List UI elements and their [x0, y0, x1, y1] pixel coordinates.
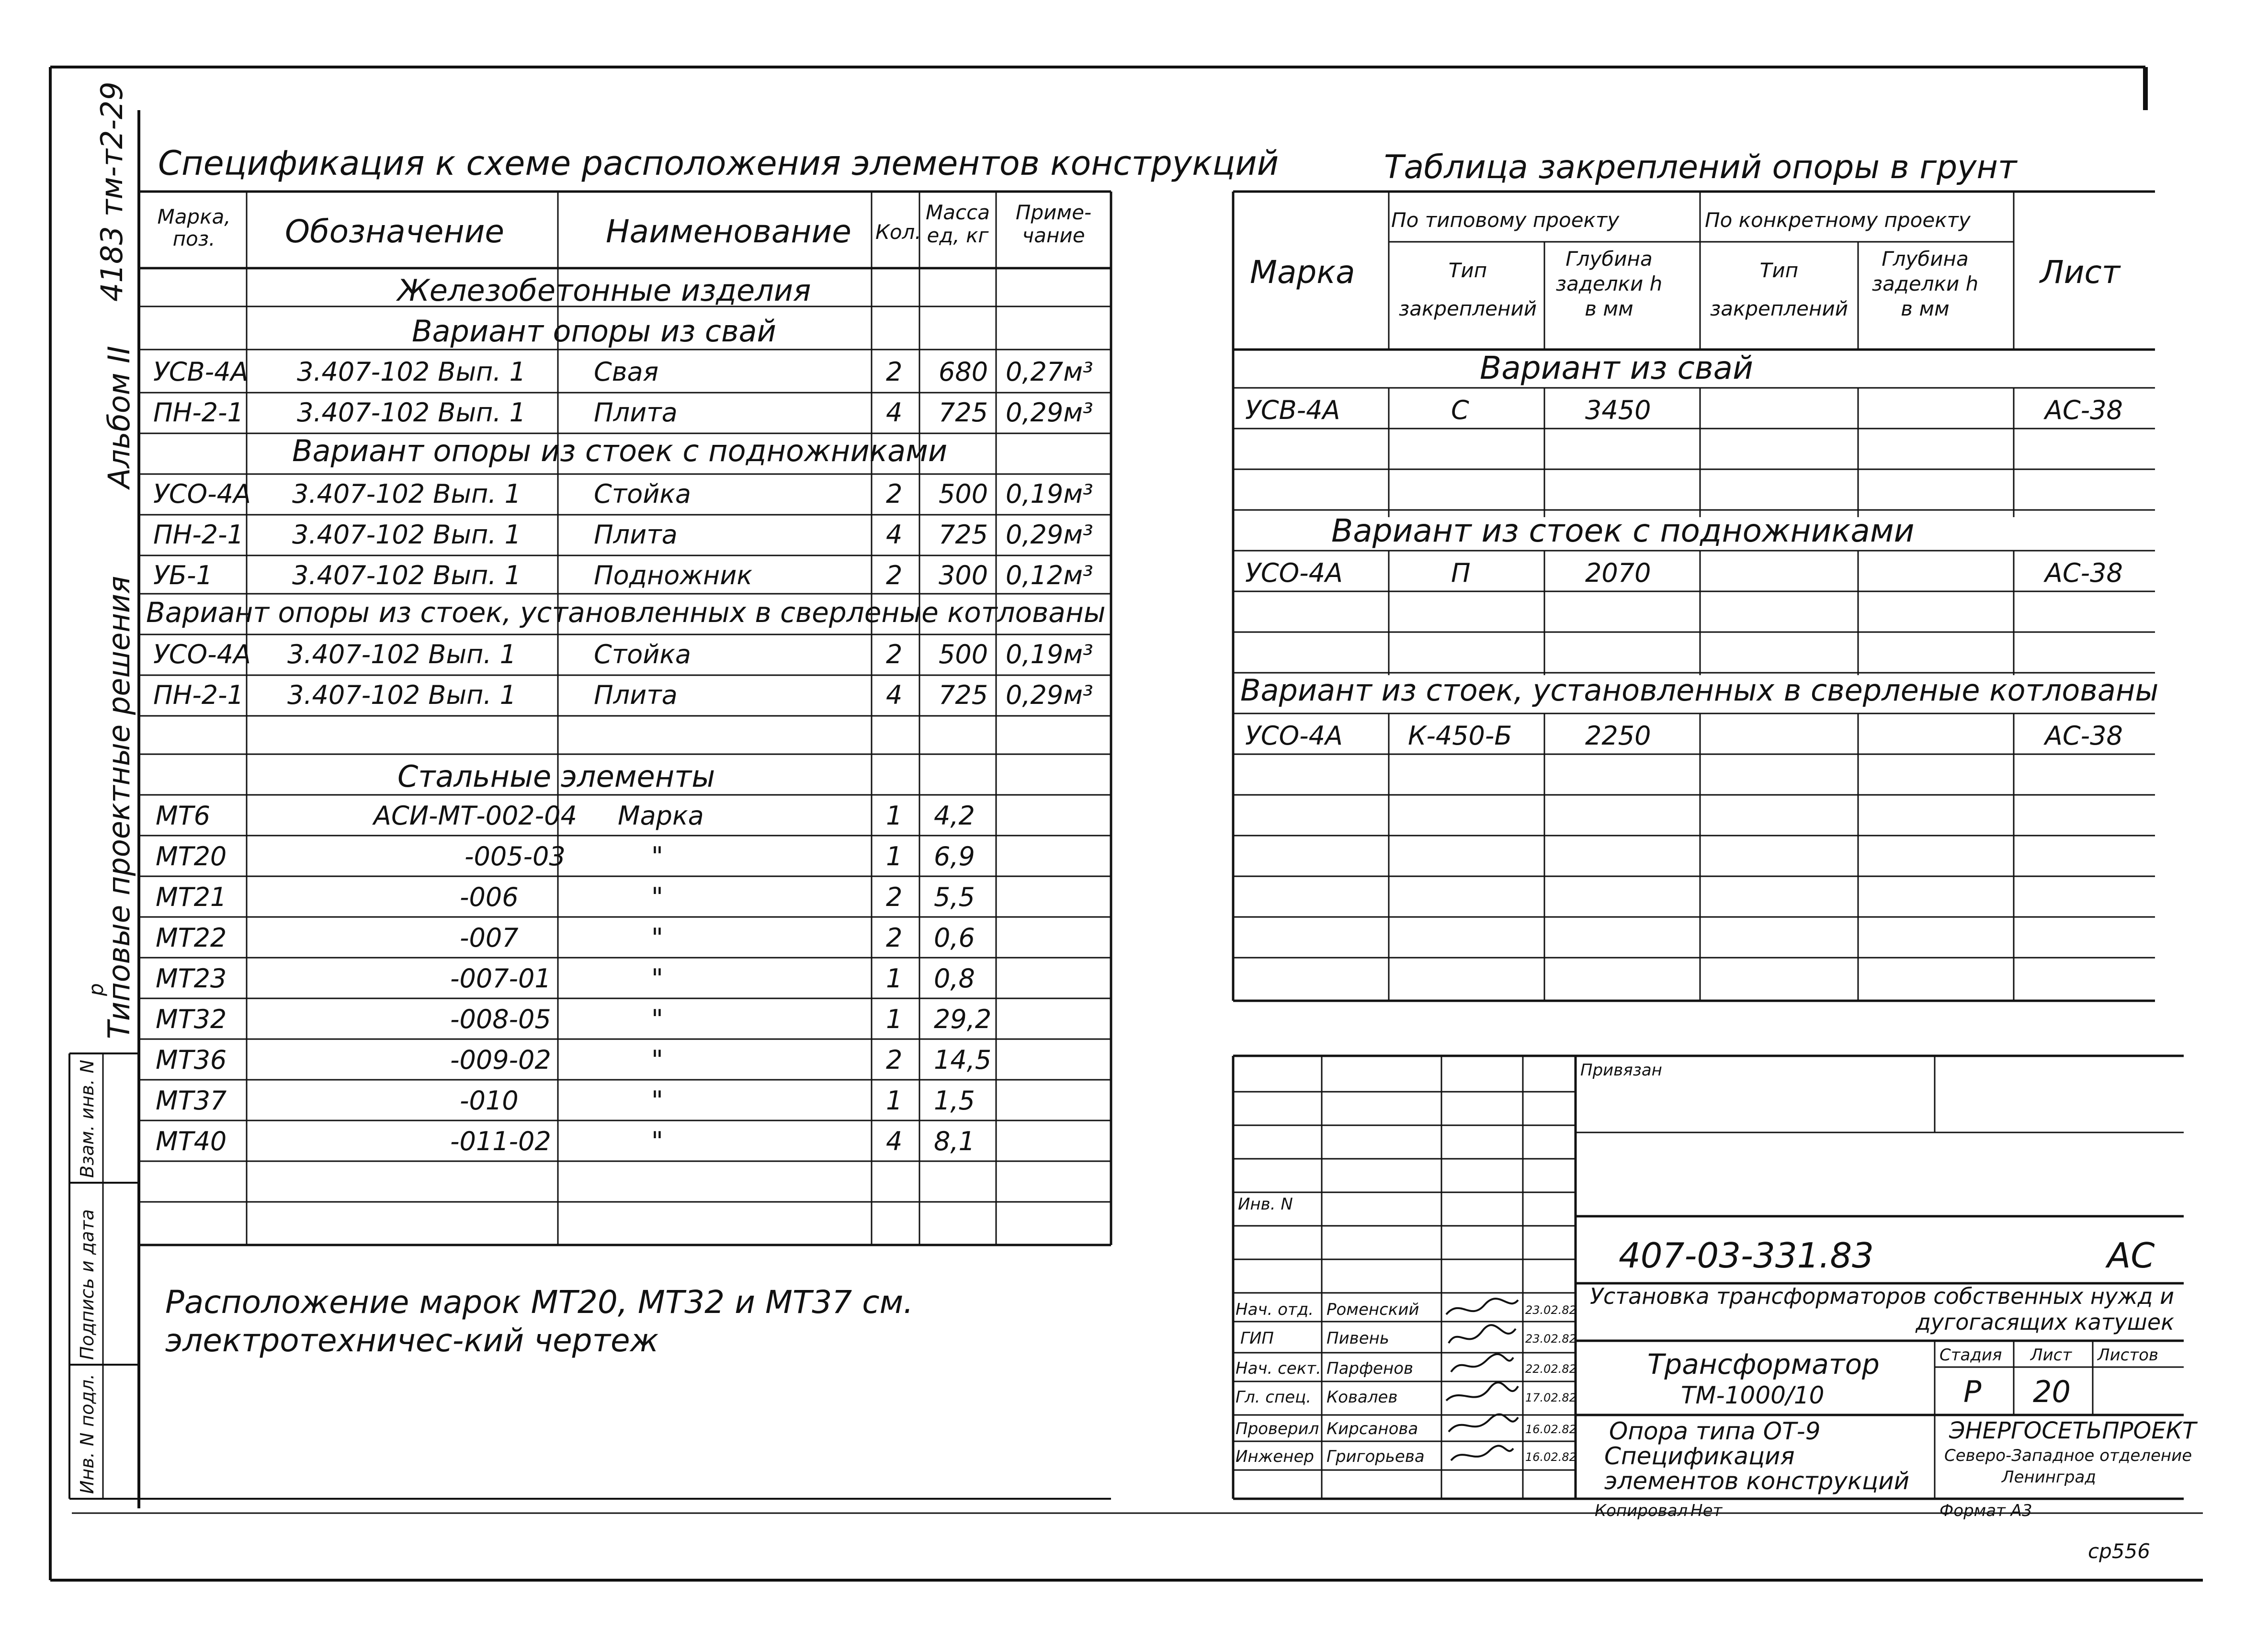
row-qty: 4: [886, 397, 903, 428]
transformer-line-2: ТМ-1000/10: [1681, 1381, 1825, 1409]
row-designation: 3.407-102 Вып. 1: [287, 680, 516, 710]
row-mark: ПН-2-1: [153, 680, 244, 710]
anchor-row-type: С: [1451, 395, 1469, 425]
row-mark: МТ23: [156, 963, 227, 994]
row-qty: 4: [886, 1126, 903, 1156]
anchor-row-mark: УСВ-4А: [1245, 395, 1340, 425]
anchor-row-sheet: АС-38: [2045, 558, 2123, 588]
transformer-line-1: Трансформатор: [1647, 1348, 1880, 1380]
role-name: Григорьева: [1327, 1447, 1425, 1466]
row-designation: -006: [460, 882, 519, 912]
role-label: ГИП: [1240, 1329, 1274, 1348]
row-designation: -007-01: [450, 963, 551, 994]
row-mass: 8,1: [934, 1126, 975, 1156]
row-designation: АСИ-МТ-002-04: [374, 801, 577, 831]
series-vertical: Типовые проектные решения: [102, 576, 136, 1039]
anchor-v2: Вариант из стоек с подножниками: [1331, 512, 1915, 549]
role-label: Проверил: [1236, 1419, 1319, 1438]
anchor-row-sheet: АС-38: [2045, 721, 2123, 751]
row-mass: 725: [939, 680, 988, 710]
org-city: Ленинград: [2002, 1468, 2096, 1487]
row-qty: 4: [886, 680, 903, 710]
row-designation: 3.407-102 Вып. 1: [292, 560, 521, 590]
row-mass: 4,2: [934, 801, 975, 831]
doc-mark: АС: [2107, 1235, 2155, 1276]
row-name: Плита: [594, 397, 678, 428]
row-name: ": [651, 1045, 663, 1075]
spec-header-mass: Масса ед, кг: [926, 201, 990, 247]
row-mark: МТ37: [156, 1086, 227, 1116]
row-name: ": [651, 923, 663, 953]
row-note: 0,12м³: [1006, 560, 1093, 590]
row-name: Подножник: [594, 560, 752, 590]
anchor-row-type: К-450-Б: [1408, 721, 1512, 751]
anchor-row-mark: УСО-4А: [1245, 558, 1343, 588]
row-qty: 4: [886, 520, 903, 550]
row-name: ": [651, 1126, 663, 1156]
role-date: 22.02.82: [1525, 1362, 1576, 1376]
row-qty: 2: [886, 882, 903, 912]
anchor-header-mark: Марка: [1250, 254, 1355, 291]
row-note: 0,19м³: [1006, 639, 1093, 669]
row-qty: 1: [886, 963, 903, 994]
section-rc: Железобетонные изделия: [397, 273, 811, 308]
role-label: Нач. отд.: [1236, 1300, 1314, 1319]
stage-label: Стадия: [1939, 1346, 2002, 1365]
anchor-v3: Вариант из стоек, установленных в сверленые котлованы: [1240, 673, 2159, 708]
anchor-row-depth: 2070: [1585, 558, 1651, 588]
anchor-header-typical: По типовому проекту: [1391, 208, 1620, 232]
row-mark: УБ-1: [153, 560, 213, 590]
role-name: Пивень: [1327, 1329, 1389, 1348]
row-mass: 725: [939, 520, 988, 550]
row-note: 0,27м³: [1006, 357, 1093, 387]
row-name: ": [651, 882, 663, 912]
anchor-header-depth: Глубина заделки h в мм: [1555, 247, 1663, 320]
row-mark: УСО-4А: [153, 639, 251, 669]
row-name: ": [651, 963, 663, 994]
spec-header-note: Приме-чание: [1015, 201, 1092, 247]
anchor-header-concrete: По конкретному проекту: [1705, 208, 1971, 232]
copied-label: Копировал: [1595, 1501, 1688, 1520]
spec-header-designation: Обозначение: [285, 213, 504, 250]
stamp-vzam-inv: Взам. инв. N: [77, 1060, 98, 1178]
doc-name-2: Спецификация элементов конструкций: [1604, 1442, 1910, 1495]
row-mass: 29,2: [934, 1004, 992, 1034]
row-mark: УСО-4А: [153, 479, 251, 509]
row-mass: 0,6: [934, 923, 975, 953]
row-mark: МТ40: [156, 1126, 227, 1156]
row-name: Стойка: [594, 639, 692, 669]
row-qty: 2: [886, 639, 903, 669]
role-date: 16.02.82: [1525, 1450, 1576, 1464]
spec-header-qty: Кол.: [875, 220, 921, 244]
format-label: Формат А3: [1939, 1501, 2032, 1520]
doc-code: 407-03-331.83: [1619, 1235, 1874, 1276]
doc-name-1: Опора типа ОТ-9: [1609, 1417, 1821, 1445]
anchor-row-sheet: АС-38: [2045, 395, 2123, 425]
stamp-inv-podl: Инв. N подл.: [77, 1373, 98, 1494]
row-designation: 3.407-102 Вып. 1: [297, 397, 526, 428]
spec-header-name: Наименование: [606, 213, 851, 250]
row-mass: 14,5: [934, 1045, 992, 1075]
row-mark: МТ20: [156, 841, 227, 871]
row-mass: 500: [939, 639, 988, 669]
row-mass: 6,9: [934, 841, 975, 871]
series-superscript: р: [84, 983, 108, 996]
row-mass: 680: [939, 357, 988, 387]
anchor-title: Таблица закреплений опоры в грунт: [1384, 148, 2017, 186]
row-name: Стойка: [594, 479, 692, 509]
row-qty: 2: [886, 479, 903, 509]
row-qty: 2: [886, 357, 903, 387]
org-branch: Северо-Западное отделение: [1944, 1446, 2192, 1465]
section-v3: Вариант опоры из стоек, установленных в сверленые котлованы: [146, 596, 1106, 629]
row-name: ": [651, 1004, 663, 1034]
row-mark: ПН-2-1: [153, 520, 244, 550]
row-mark: МТ21: [156, 882, 227, 912]
sheet-value: 20: [2033, 1374, 2071, 1409]
role-name: Ковалев: [1327, 1388, 1398, 1407]
role-label: Инженер: [1236, 1447, 1314, 1466]
anchor-v1: Вариант из свай: [1480, 350, 1754, 386]
code-bottom: ср556: [2088, 1539, 2150, 1563]
row-mark: МТ36: [156, 1045, 227, 1075]
role-name: Роменский: [1327, 1300, 1419, 1319]
album-vertical: Альбом II: [102, 346, 136, 488]
sheet-label: Лист: [2030, 1346, 2072, 1365]
row-designation: 3.407-102 Вып. 1: [297, 357, 526, 387]
anchor-header-type: Тип закреплений: [1398, 259, 1537, 320]
row-mark: МТ6: [156, 801, 210, 831]
role-label: Гл. спец.: [1236, 1388, 1312, 1407]
row-qty: 2: [886, 560, 903, 590]
org-name: ЭНЕРГОСЕТЬПРОЕКТ: [1949, 1417, 2197, 1444]
row-designation: -008-05: [450, 1004, 551, 1034]
row-qty: 2: [886, 1045, 903, 1075]
signatures: [1441, 1293, 1523, 1470]
row-qty: 1: [886, 801, 903, 831]
doc-id-vertical: 4183 тм-т2-29: [94, 81, 129, 302]
row-name: ": [651, 1086, 663, 1116]
row-designation: -009-02: [450, 1045, 551, 1075]
note-text: Расположение марок МТ20, МТ32 и МТ37 см. электротехничес-кий чертеж: [165, 1284, 914, 1359]
stamp-signature-date: Подпись и дата: [77, 1209, 98, 1360]
row-name: Свая: [594, 357, 659, 387]
anchor-row-depth: 3450: [1585, 395, 1651, 425]
row-note: 0,29м³: [1006, 520, 1093, 550]
row-mass: 5,5: [934, 882, 975, 912]
role-date: 16.02.82: [1525, 1423, 1576, 1436]
row-name: Марка: [618, 801, 704, 831]
row-mass: 0,8: [934, 963, 975, 994]
stage-value: Р: [1963, 1374, 1982, 1409]
sheets-label: Листов: [2098, 1346, 2159, 1365]
row-name: Плита: [594, 680, 678, 710]
row-designation: -007: [460, 923, 519, 953]
row-mark: ПН-2-1: [153, 397, 244, 428]
row-mass: 1,5: [934, 1086, 975, 1116]
row-designation: -011-02: [450, 1126, 551, 1156]
row-designation: 3.407-102 Вып. 1: [292, 479, 521, 509]
row-designation: 3.407-102 Вып. 1: [287, 639, 516, 669]
section-v2: Вариант опоры из стоек с подножниками: [292, 433, 948, 468]
subject-text: Установка трансформаторов собственных нужд и дугогасящих катушек: [1589, 1283, 2174, 1335]
row-designation: -005-03: [465, 841, 566, 871]
role-date: 23.02.82: [1525, 1332, 1576, 1346]
row-note: 0,19м³: [1006, 479, 1093, 509]
row-designation: 3.407-102 Вып. 1: [292, 520, 521, 550]
row-designation: -010: [460, 1086, 519, 1116]
row-mark: МТ32: [156, 1004, 227, 1034]
anchor-row-type: П: [1451, 558, 1471, 588]
spec-title: Спецификация к схеме расположения элементов конструкций: [158, 144, 1279, 183]
row-mark: МТ22: [156, 923, 227, 953]
role-date: 23.02.82: [1525, 1303, 1576, 1317]
anchor-header-sheet: Лист: [2040, 254, 2121, 291]
row-mass: 500: [939, 479, 988, 509]
privyazan-label: Привязан: [1580, 1061, 1662, 1080]
row-qty: 1: [886, 1004, 903, 1034]
section-v1: Вариант опоры из свай: [412, 314, 776, 349]
section-steel: Стальные элементы: [397, 759, 715, 794]
anchor-row-depth: 2250: [1585, 721, 1651, 751]
spec-header-mark: Марка, поз.: [157, 205, 231, 250]
copied-by: Нет: [1690, 1501, 1723, 1520]
row-mark: УСВ-4А: [153, 357, 249, 387]
row-qty: 1: [886, 841, 903, 871]
role-name: Кирсанова: [1327, 1419, 1418, 1438]
row-mass: 300: [939, 560, 988, 590]
role-label: Нач. сект.: [1236, 1359, 1321, 1378]
row-name: Плита: [594, 520, 678, 550]
row-qty: 2: [886, 923, 903, 953]
inv-label: Инв. N: [1238, 1195, 1293, 1214]
row-qty: 1: [886, 1086, 903, 1116]
role-name: Парфенов: [1327, 1359, 1414, 1378]
anchor-header-depth-2: Глубина заделки h в мм: [1871, 247, 1979, 320]
anchor-header-type-2: Тип закреплений: [1710, 259, 1848, 320]
row-note: 0,29м³: [1006, 680, 1093, 710]
row-mass: 725: [939, 397, 988, 428]
row-name: ": [651, 841, 663, 871]
anchor-row-mark: УСО-4А: [1245, 721, 1343, 751]
role-date: 17.02.82: [1525, 1391, 1576, 1404]
row-note: 0,29м³: [1006, 397, 1093, 428]
